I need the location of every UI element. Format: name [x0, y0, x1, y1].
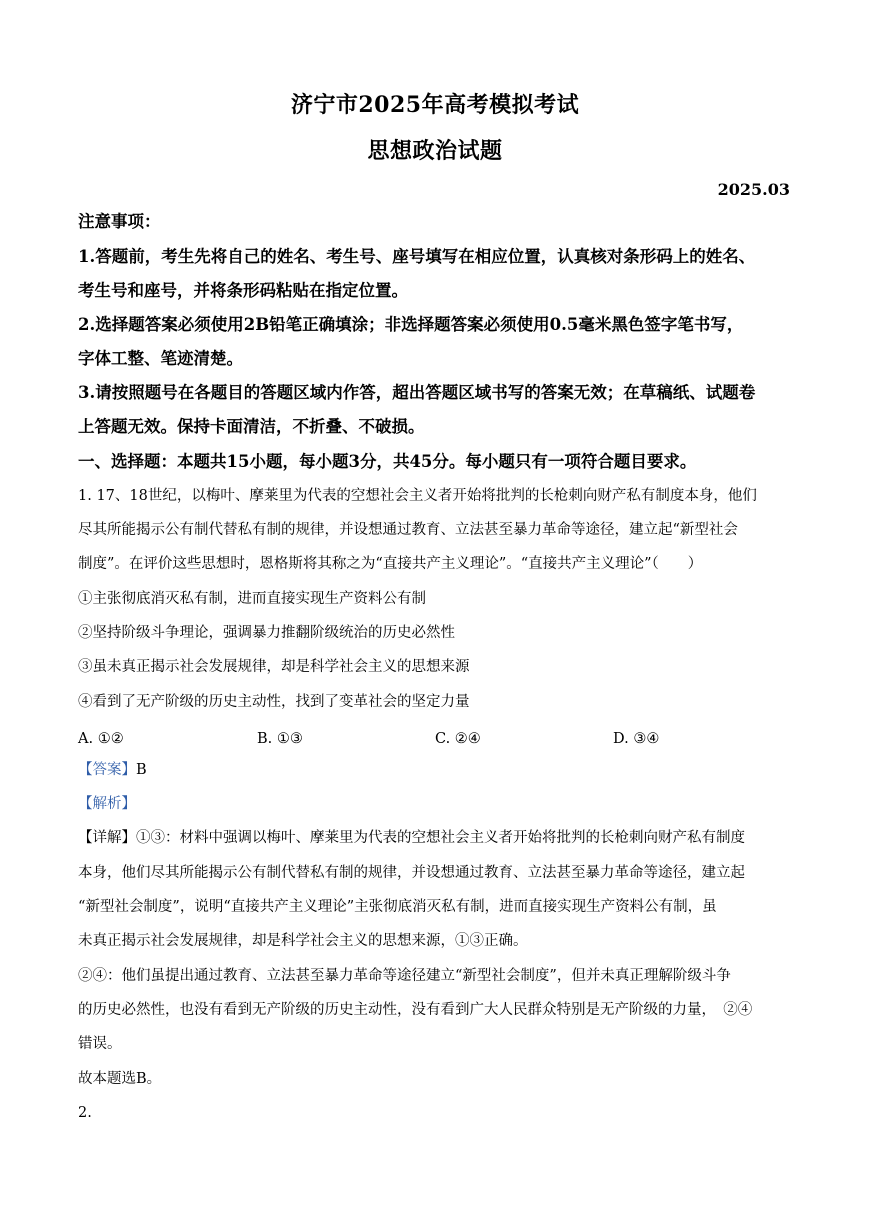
analysis-tag: 【解析】 [78, 796, 136, 812]
question-1-statement-4: ④看到了无产阶级的历史主动性，找到了变革社会的坚定力量 [78, 694, 470, 710]
notice-item-3-line-1: 3.请按照题号在各题目的答题区域内作答，超出答题区域书写的答案无效；在草稿纸、试题卷 [78, 383, 756, 402]
notice-item-1-line-2: 考生号和座号，并将条形码粘贴在指定位置。 [78, 281, 408, 300]
detail-line-2: 本身，他们尽其所能揭示公有制代替私有制的规律，并设想通过教育、立法甚至暴力革命等途径，建立起 [78, 865, 745, 881]
question-2-number: 2. [78, 1105, 92, 1121]
question-1-stem-line-3: 制度”。在评价这些思想时，恩格斯将其称之为“直接共产主义理论”。“直接共产主义理论”（ ） [78, 556, 703, 572]
detail-line-4: 未真正揭示社会发展规律，却是科学社会主义的思想来源，①③正确。 [78, 933, 528, 949]
conclusion: 故本题选B。 [78, 1071, 162, 1087]
notice-heading: 注意事项： [78, 212, 161, 231]
question-1-options [78, 722, 792, 756]
option-d: D. ③④ [613, 731, 660, 747]
exam-subject-title: 思想政治试题 [367, 138, 503, 164]
answer-value: B [136, 762, 147, 778]
notice-item-2-line-1: 2.选择题答案必须使用2B铅笔正确填涂；非选择题答案必须使用0.5毫米黑色签字笔书写， [78, 315, 744, 334]
option-b: B. ①③ [257, 731, 303, 747]
detail-line-6: 的历史必然性，也没有看到无产阶级的历史主动性，没有看到广大人民群众特别是无产阶级的力量， ②④ [78, 1002, 753, 1018]
answer-tag: 【答案】 [78, 762, 136, 778]
question-1-statement-2: ②坚持阶级斗争理论，强调暴力推翻阶级统治的历史必然性 [78, 625, 455, 641]
question-1-statement-1: ①主张彻底消灭私有制，进而直接实现生产资料公有制 [78, 591, 426, 607]
question-1-stem-line-2: 尽其所能揭示公有制代替私有制的规律，并设想通过教育、立法甚至暴力革命等途径，建立起“新型社会 [78, 522, 738, 538]
section-heading: 一、选择题：本题共15小题，每小题3分，共45分。每小题只有一项符合题目要求。 [78, 452, 697, 471]
detail-line-5: ②④：他们虽提出通过教育、立法甚至暴力革命等途径建立“新型社会制度”，但并未真正理解阶级斗争 [78, 968, 731, 984]
detail-line-1 [78, 821, 792, 855]
option-a: A. ①② [78, 731, 124, 747]
detail-tag: 【详解】 [78, 830, 136, 846]
detail-line-7: 错误。 [78, 1036, 122, 1052]
detail-text-1: ①③：材料中强调以梅叶、摩莱里为代表的空想社会主义者开始将批判的长枪刺向财产私有制度 [136, 830, 745, 846]
notice-item-1-line-1: 1.答题前，考生先将自己的姓名、考生号、座号填写在相应位置，认真核对条形码上的姓名、 [78, 247, 756, 266]
question-1-statement-3: ③虽未真正揭示社会发展规律，却是科学社会主义的思想来源 [78, 659, 470, 675]
answer-line [78, 753, 792, 787]
exam-title: 济宁市2025年高考模拟考试 [290, 92, 580, 118]
detail-line-3: “新型社会制度”，说明“直接共产主义理论”主张彻底消灭私有制，进而直接实现生产资料公有制，虽 [78, 899, 717, 915]
notice-item-3-line-2: 上答题无效。保持卡面清洁，不折叠、不破损。 [78, 417, 425, 436]
question-1-stem-line-1: 1. 17、18世纪，以梅叶、摩莱里为代表的空想社会主义者开始将批判的长枪刺向财产私有制度本身，他们 [78, 488, 757, 504]
option-c: C. ②④ [435, 731, 481, 747]
exam-date: 2025.03 [717, 180, 790, 199]
notice-item-2-line-2: 字体工整、笔迹清楚。 [78, 349, 243, 368]
